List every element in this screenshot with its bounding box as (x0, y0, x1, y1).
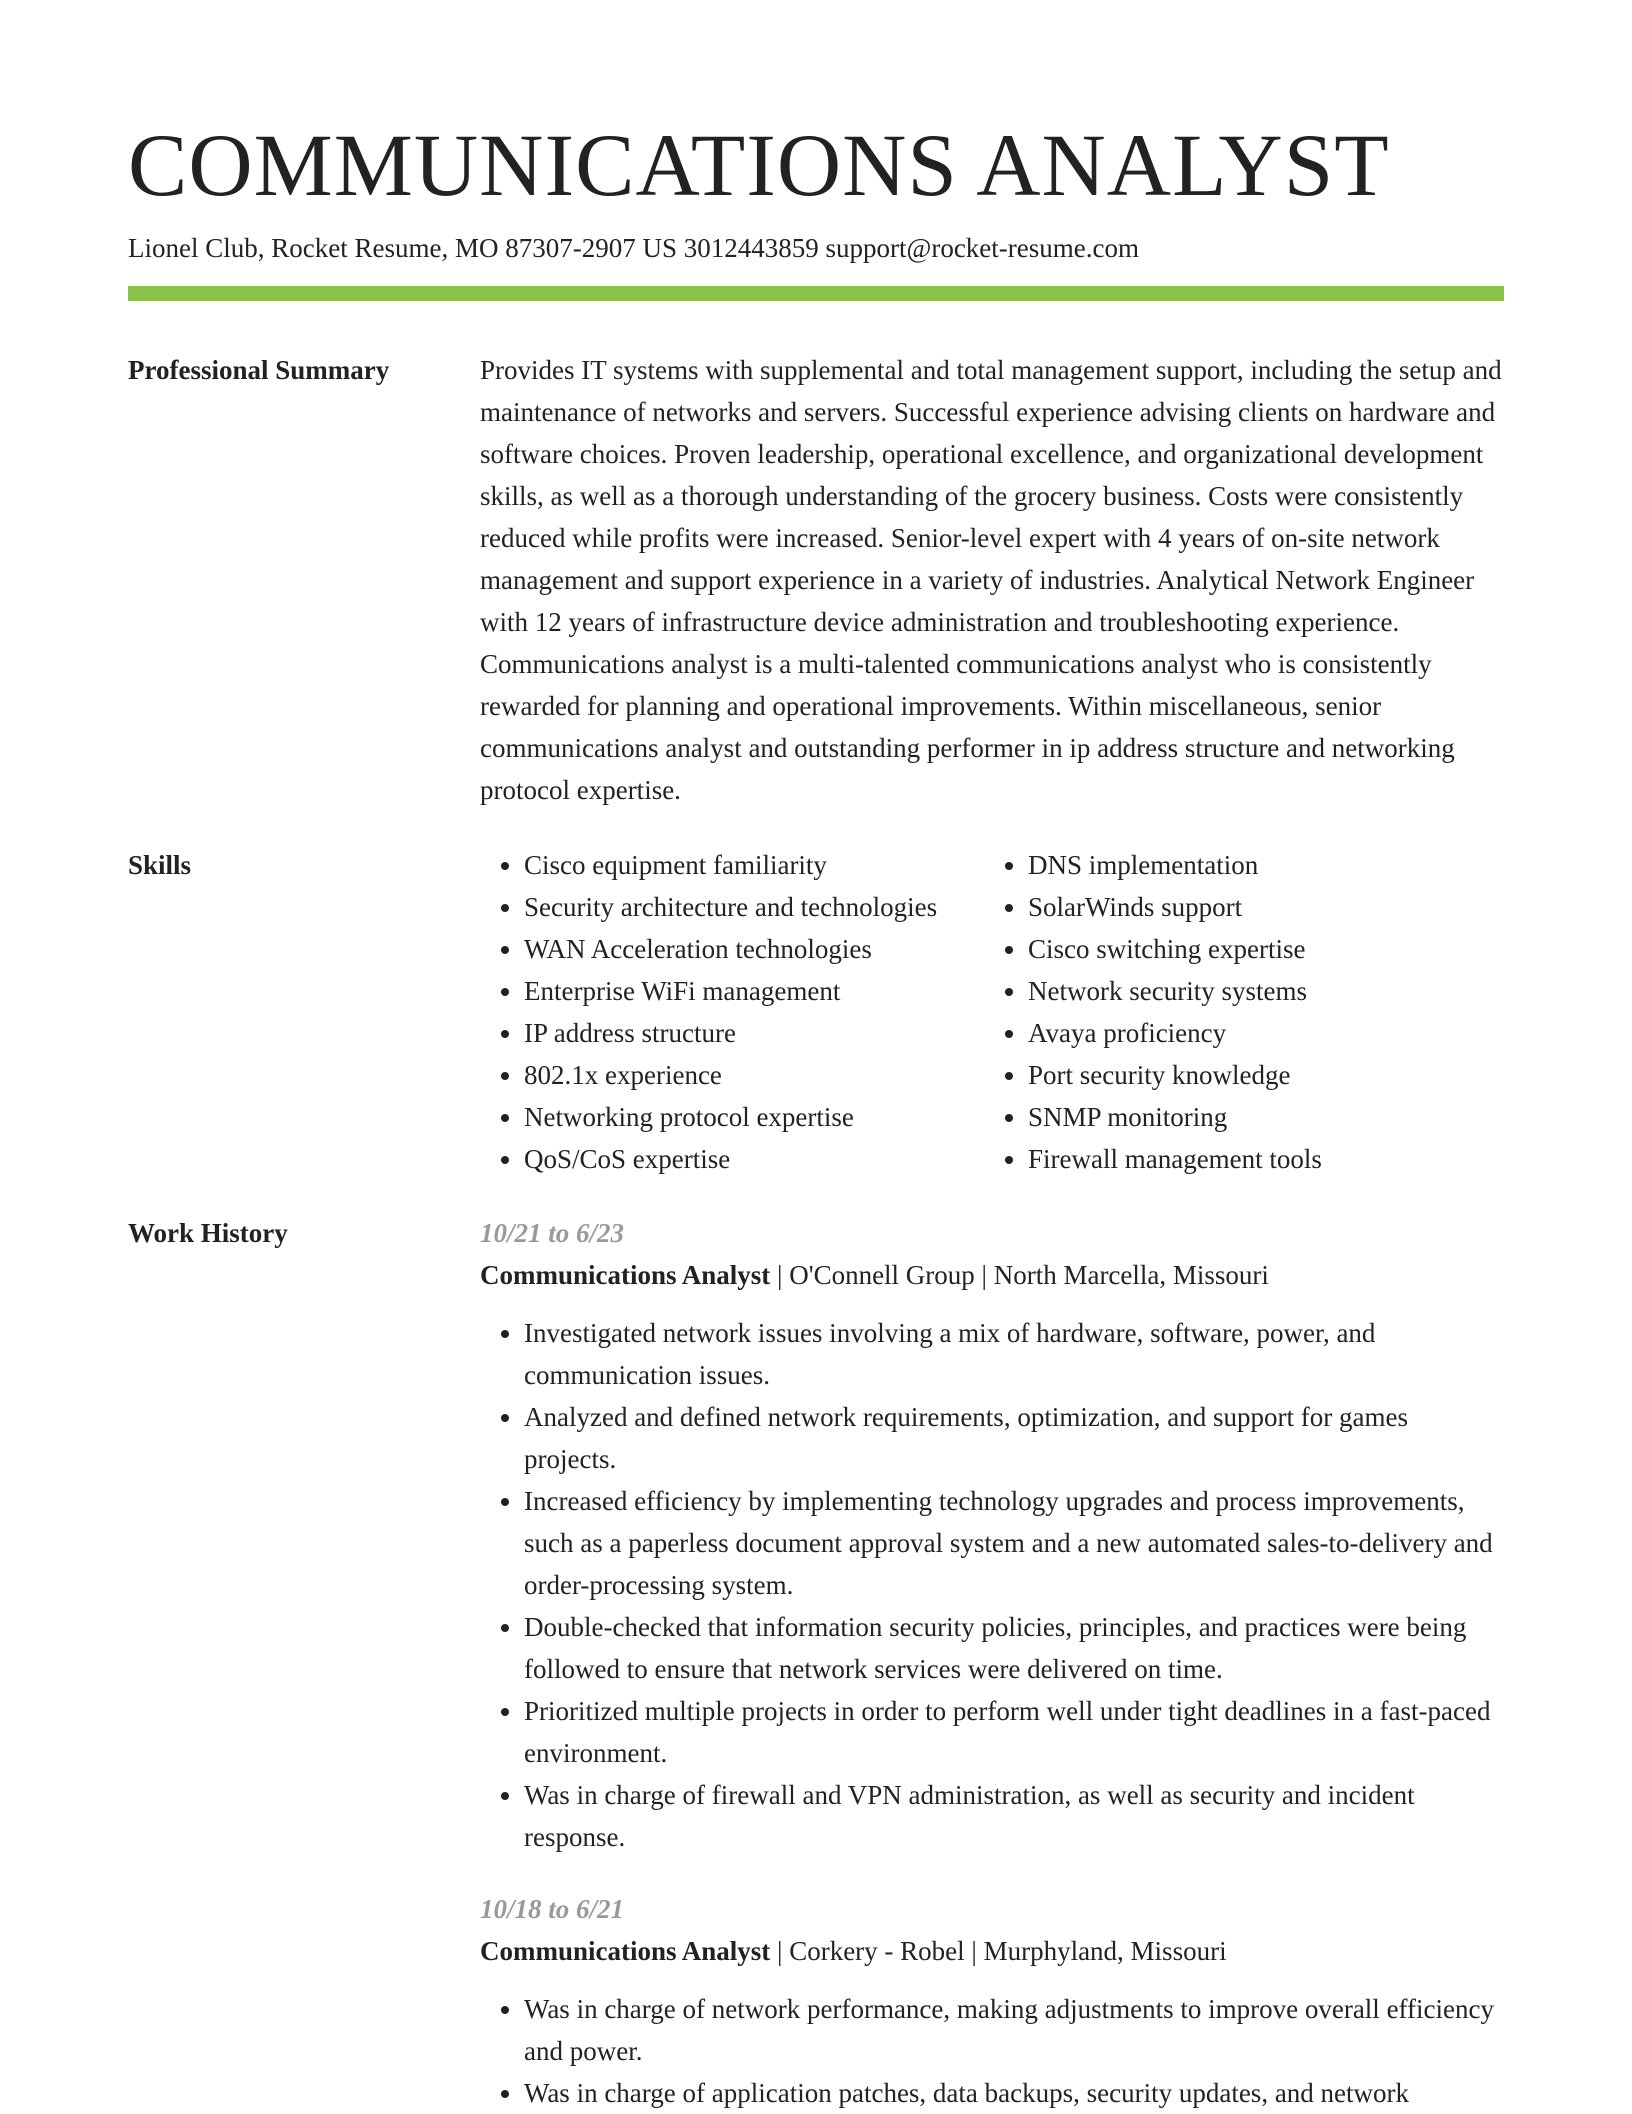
work-history-label: Work History (128, 1218, 288, 1248)
skill-item: • Port security knowledge (1028, 1054, 1488, 1096)
contact-line: Lionel Club, Rocket Resume, MO 87307-2907 US 3012443859 support@rocket-resume.com (128, 233, 1139, 263)
skill-item: • Networking protocol expertise (524, 1096, 984, 1138)
skill-item: • IP address structure (524, 1012, 984, 1054)
job-bullet: • Was in charge of application patches, data backups, security updates, and network (524, 2072, 1504, 2114)
skill-item: • Network security systems (1028, 970, 1488, 1012)
skill-item: • WAN Acceleration technologies (524, 928, 984, 970)
job-details: | O'Connell Group | North Marcella, Missouri (770, 1260, 1269, 1290)
skill-item: • Enterprise WiFi management (524, 970, 984, 1012)
skill-item: • QoS/CoS expertise (524, 1138, 984, 1180)
skill-item: • 802.1x experience (524, 1054, 984, 1096)
resume-title: COMMUNICATIONS ANALYST (128, 117, 1390, 215)
skills-list-left (480, 844, 984, 1180)
skills-label: Skills (128, 850, 192, 880)
job-dates: 10/18 to 6/21 (480, 1894, 625, 1924)
summary-section (480, 349, 1504, 811)
job-heading (480, 1930, 1504, 1972)
job-details: | Corkery - Robel | Murphyland, Missouri (770, 1936, 1227, 1966)
job-entry (480, 1888, 1504, 2114)
skill-item: • DNS implementation (1028, 844, 1488, 886)
skill-item: • Avaya proficiency (1028, 1012, 1488, 1054)
skill-item: • Cisco switching expertise (1028, 928, 1488, 970)
job-bullet: • Double-checked that information security policies, principles, and practices were being followed to ensure that network services were delivered on time. (524, 1606, 1504, 1690)
job-bullet: • Was in charge of firewall and VPN administration, as well as security and incident response. (524, 1774, 1504, 1858)
skill-item: • SNMP monitoring (1028, 1096, 1488, 1138)
header-divider (128, 286, 1504, 301)
skills-section (480, 844, 1504, 1180)
summary-text: Provides IT systems with supplemental and total management support, including the setup and maintenance of networks and servers. Successful experience advising clients on hardware and software choices. Proven leadership, operational excellence, and organizational development skills, as well as a thorough understanding of the grocery business. Costs were consistently reduced while profits were increased. Senior-level expert with 4 years of on-site network management and support experience in a variety of industries. Analytical Network Engineer with 12 years of infrastructure device administration and troubleshooting experience. Communications analyst is a multi-talented communications analyst who is consistently rewarded for planning and operational improvements. Within miscellaneous, senior communications analyst and outstanding performer in ip address structure and networking protocol expertise. (480, 355, 1502, 805)
job-heading (480, 1254, 1504, 1296)
skill-item: • SolarWinds support (1028, 886, 1488, 928)
skills-list-right (984, 844, 1488, 1180)
job-bullet: • Analyzed and defined network requirements, optimization, and support for games projects. (524, 1396, 1504, 1480)
job-title: Communications Analyst (480, 1260, 771, 1290)
skill-item: • Firewall management tools (1028, 1138, 1488, 1180)
job-bullet: • Investigated network issues involving a mix of hardware, software, power, and communication issues. (524, 1312, 1504, 1396)
job-bullet: • Prioritized multiple projects in order to perform well under tight deadlines in a fast-paced environment. (524, 1690, 1504, 1774)
job-bullet: • Increased efficiency by implementing technology upgrades and process improvements, such as a paperless document approval system and a new automated sales-to-delivery and order-processing system. (524, 1480, 1504, 1606)
skill-item: • Security architecture and technologies (524, 886, 984, 928)
job-entry (480, 1212, 1504, 1858)
skill-item: • Cisco equipment familiarity (524, 844, 984, 886)
job-bullets (480, 1312, 1504, 1858)
work-history-section (480, 1212, 1504, 2114)
summary-label: Professional Summary (128, 355, 390, 385)
job-bullet: • Was in charge of network performance, making adjustments to improve overall efficiency and power. (524, 1988, 1504, 2072)
job-dates: 10/21 to 6/23 (480, 1218, 625, 1248)
job-title: Communications Analyst (480, 1936, 771, 1966)
job-bullets (480, 1988, 1504, 2114)
